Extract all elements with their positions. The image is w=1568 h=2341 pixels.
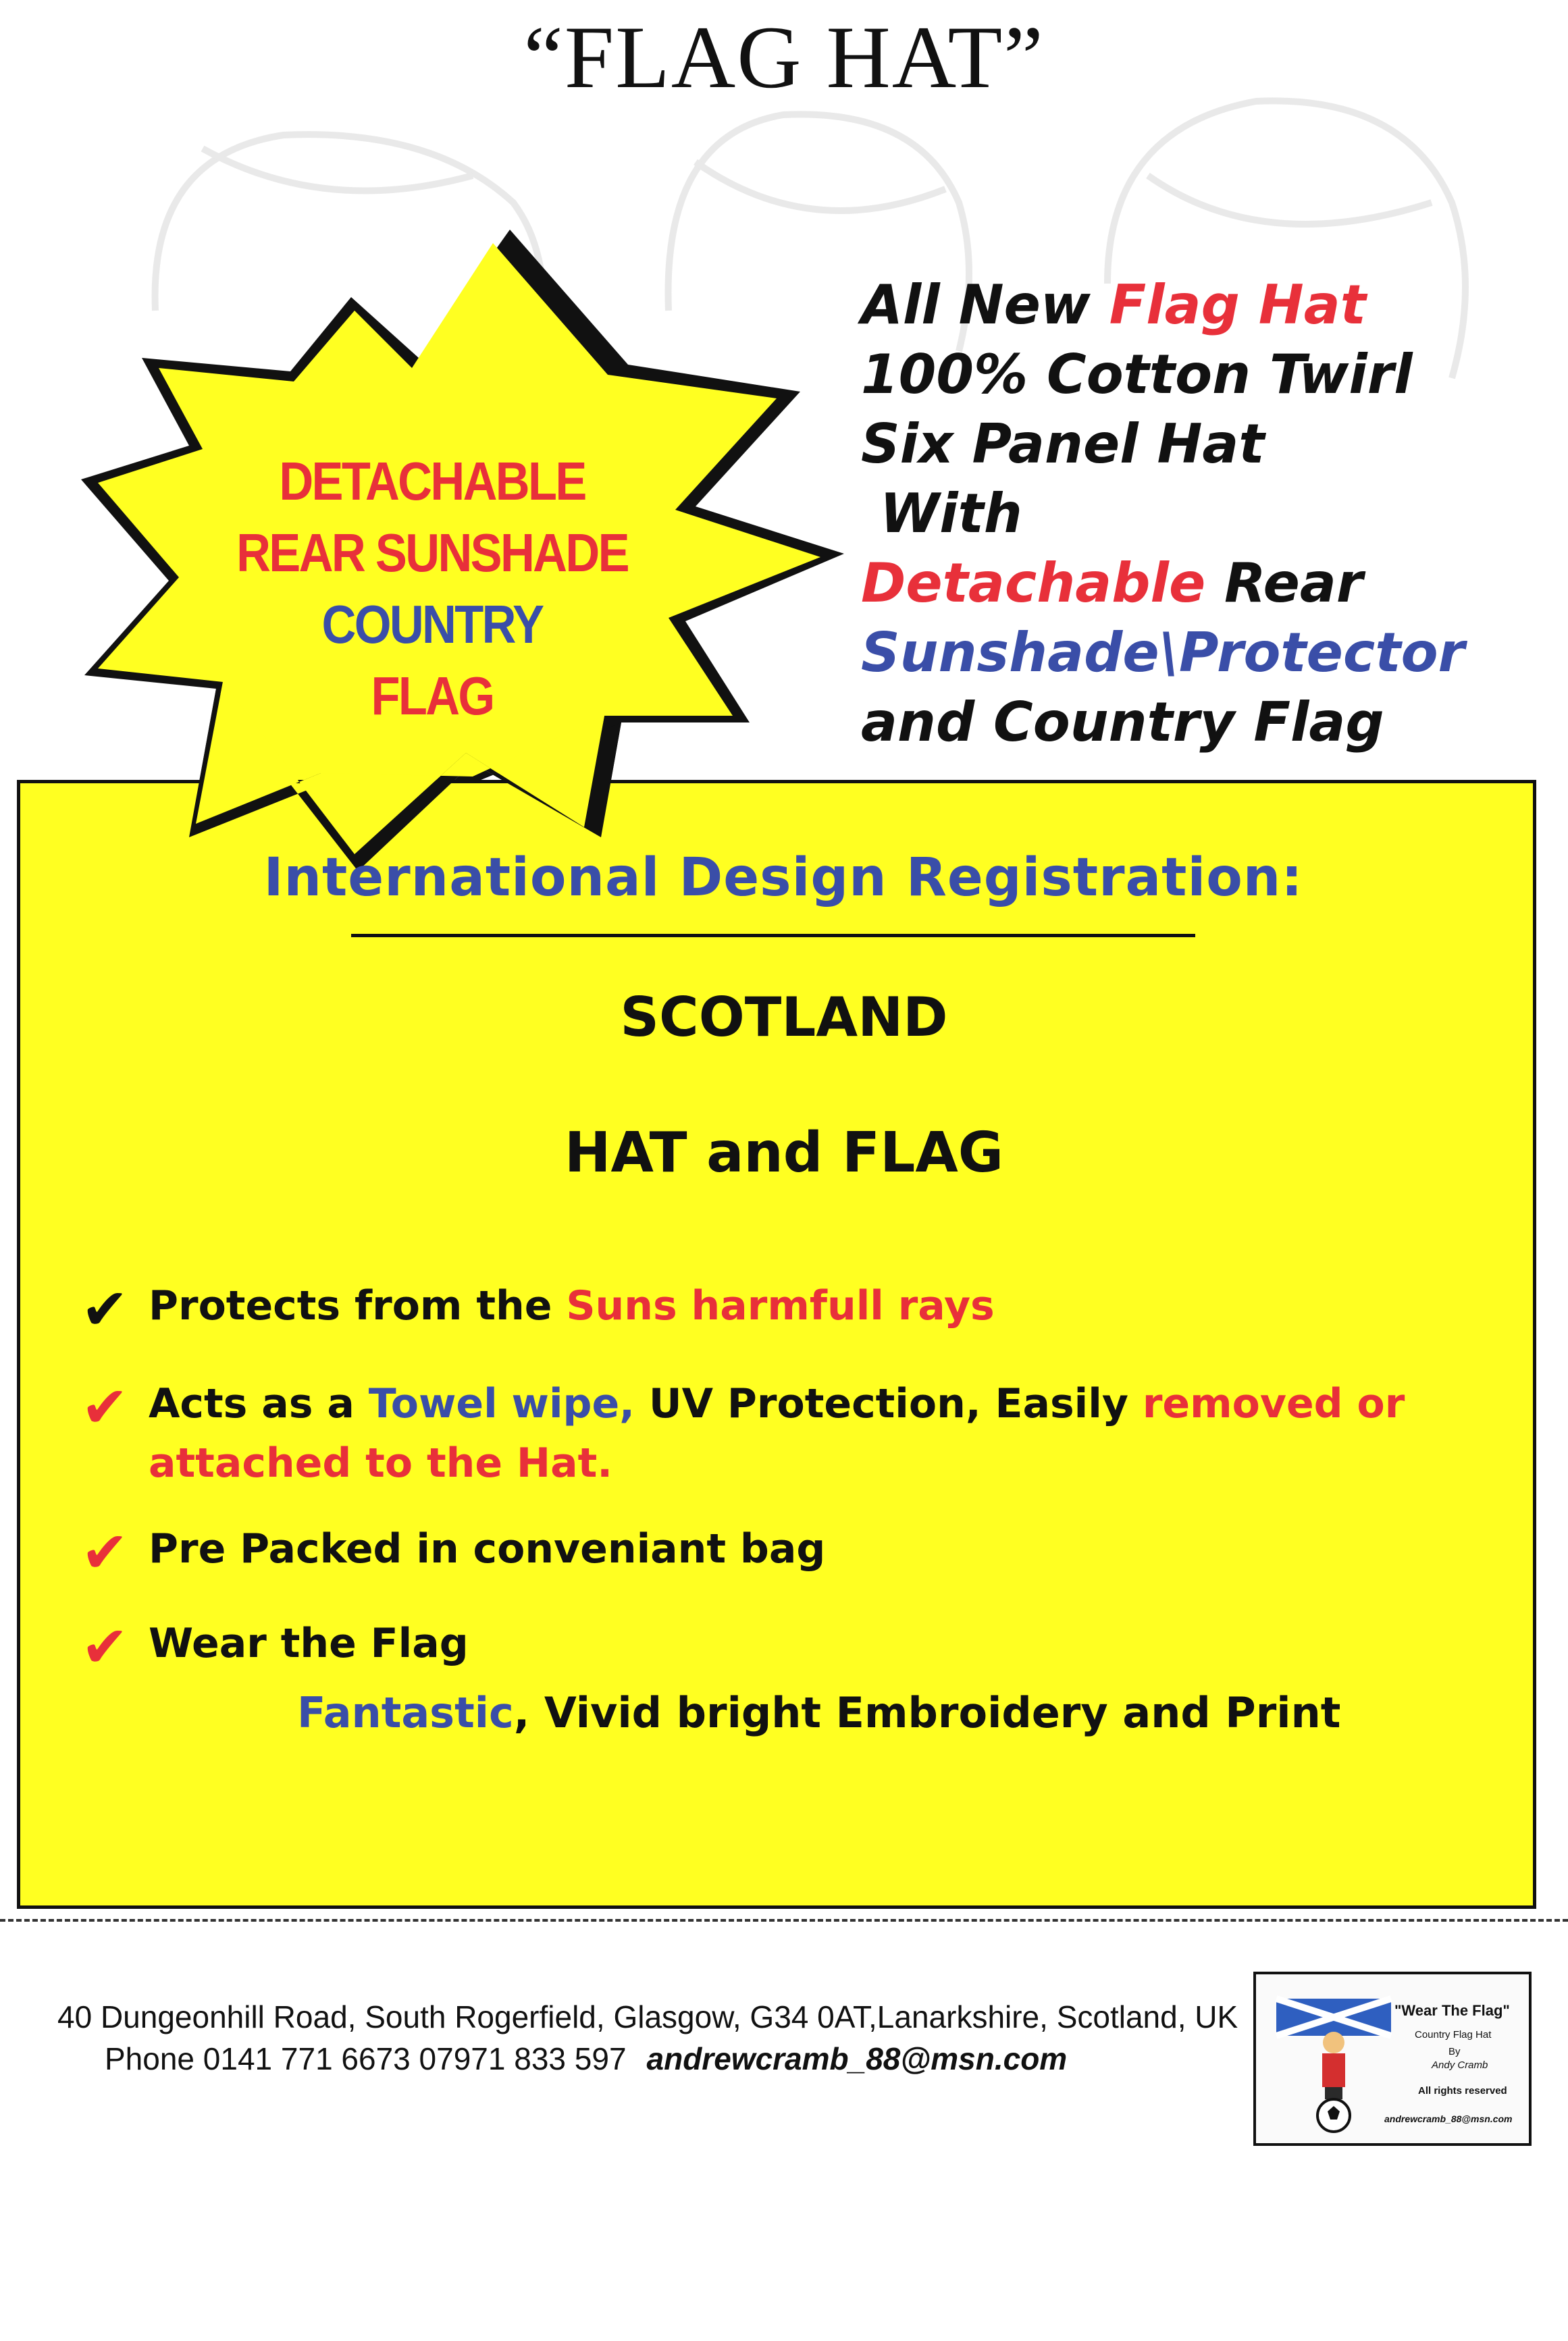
bullet-text-highlight: Suns harmfull rays bbox=[566, 1282, 995, 1330]
feature-highlight: Detachable bbox=[861, 552, 1206, 614]
footer-email: andrewcramb_88@msn.com bbox=[646, 2041, 1068, 2076]
logo-author: Andy Cramb bbox=[1432, 2059, 1488, 2071]
registration-product: HAT and FLAG bbox=[564, 1121, 1004, 1185]
registration-panel bbox=[17, 780, 1536, 1909]
bullet-text-plain: Acts as a bbox=[149, 1380, 369, 1427]
logo-title: "Wear The Flag" bbox=[1394, 2002, 1510, 2019]
feature-line-2: 100% Cotton Twirl bbox=[861, 343, 1413, 406]
bullet-item-2 bbox=[81, 1374, 1432, 1493]
page-title: “FLAG HAT” bbox=[523, 7, 1045, 107]
feature-line-1 bbox=[861, 270, 1536, 340]
footer-contact bbox=[105, 2041, 1067, 2077]
bullet-text-highlight: attached to the Hat. bbox=[149, 1440, 613, 1487]
bullet-item-3 bbox=[81, 1519, 1432, 1585]
starburst-line-flag: FLAG bbox=[371, 666, 494, 726]
feature-line-6: Sunshade\Protector bbox=[861, 621, 1465, 684]
bullet-item-4 bbox=[81, 1614, 1432, 1680]
feature-line-5 bbox=[861, 548, 1536, 618]
checkmark-icon: ✔ bbox=[81, 1374, 129, 1440]
bullet-text: Wear the Flag bbox=[149, 1620, 469, 1667]
bullet-text-plain: Protects from the bbox=[149, 1282, 567, 1330]
bullet-text-plain: UV Protection, Easily bbox=[634, 1380, 1143, 1427]
bullet-text bbox=[149, 1276, 995, 1336]
feature-list bbox=[861, 270, 1536, 757]
heading-underline bbox=[351, 934, 1195, 937]
bullet-text-highlight: Towel wipe, bbox=[368, 1380, 635, 1427]
feature-text: All New bbox=[861, 273, 1109, 336]
checkmark-icon: ✔ bbox=[81, 1614, 129, 1680]
bullet-item-1 bbox=[81, 1276, 1432, 1342]
checkmark-icon: ✔ bbox=[81, 1519, 129, 1585]
feature-line-4: With bbox=[880, 482, 1022, 545]
subline-highlight: Fantastic bbox=[297, 1688, 514, 1737]
footer-address: 40 Dungeonhill Road, South Rogerfield, Glasgow, G34 0AT,Lanarkshire, Scotland, UK bbox=[57, 1999, 1238, 2034]
logo-email: andrewcramb_88@msn.com bbox=[1384, 2113, 1513, 2124]
registration-heading: International Design Registration: bbox=[263, 847, 1303, 908]
feature-text: Rear bbox=[1205, 552, 1363, 614]
bullet-text bbox=[149, 1374, 1405, 1493]
starburst-overlap bbox=[68, 203, 878, 878]
logo-rights: All rights reserved bbox=[1418, 2085, 1507, 2097]
logo-by: By bbox=[1448, 2046, 1461, 2057]
footer-phone: Phone 0141 771 6673 07971 833 597 bbox=[105, 2041, 627, 2076]
subline-text: , Vivid bright Embroidery and Print bbox=[513, 1688, 1341, 1737]
logo-subtitle: Country Flag Hat bbox=[1415, 2029, 1492, 2041]
starburst-line-detachable: DETACHABLE bbox=[279, 451, 585, 511]
starburst-line-country: COUNTRY bbox=[321, 594, 543, 654]
checkmark-icon: ✔ bbox=[81, 1276, 129, 1342]
bullet-text: Pre Packed in conveniant bag bbox=[149, 1525, 826, 1573]
feature-line-7: and Country Flag bbox=[861, 691, 1384, 754]
feature-highlight: Flag Hat bbox=[1109, 273, 1366, 336]
embroidery-line bbox=[297, 1688, 1445, 1737]
cut-line-divider bbox=[0, 1919, 1568, 1922]
starburst-line-rear-sunshade: REAR SUNSHADE bbox=[236, 523, 628, 583]
registration-country: SCOTLAND bbox=[620, 986, 948, 1049]
bullet-text-highlight: removed or bbox=[1142, 1380, 1405, 1427]
feature-line-3: Six Panel Hat bbox=[861, 413, 1265, 475]
